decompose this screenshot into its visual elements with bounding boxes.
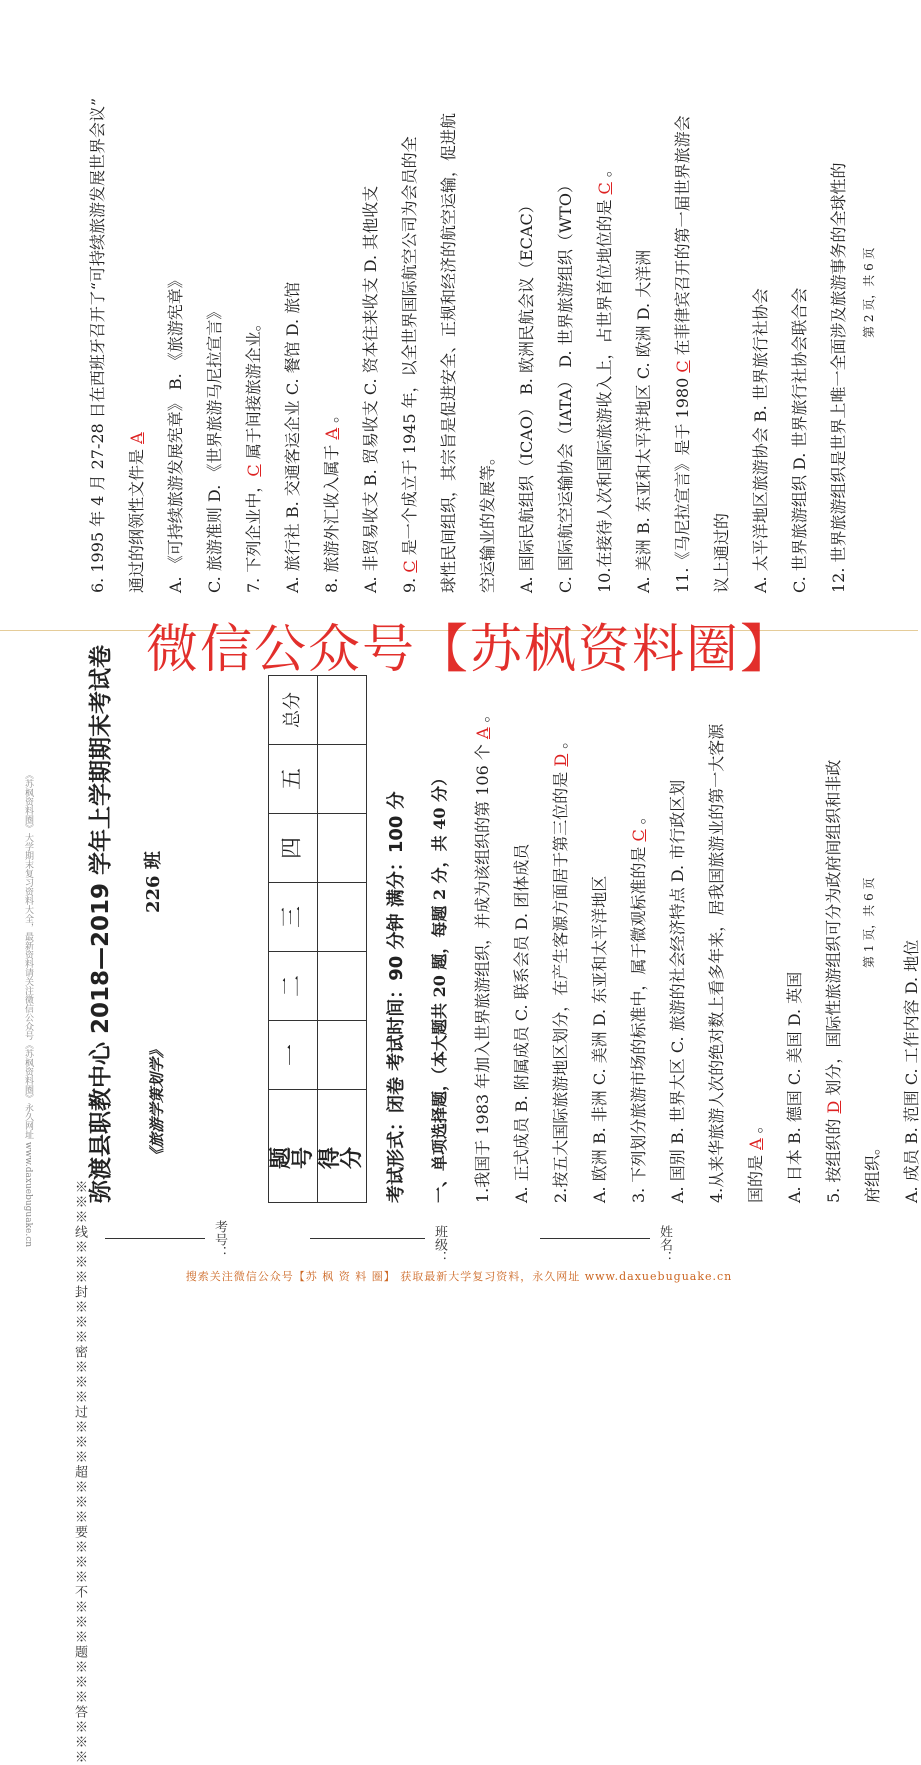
question-tail: 在菲律宾召开的第一届世界旅游会 xyxy=(673,115,692,361)
question-text: 10.在接待人次和国际旅游收入上，占世界首位地位的是 xyxy=(595,194,614,593)
question-text: C. 旅游准则 D. 《世界旅游马尼拉宣言》 xyxy=(205,303,224,593)
question-text: 6. 1995 年 4 月 27-28 日在西班牙召开了“可持续旅游发展世界会议” xyxy=(88,97,107,593)
question-line xyxy=(787,972,803,1203)
exam-class: 226 班 xyxy=(143,851,164,913)
page-1-footer: 第 1 页，共 6 页 xyxy=(862,877,876,968)
question-line xyxy=(90,98,106,593)
question-text: 通过的纲领性文件是 xyxy=(127,443,146,593)
score-cell: 四 xyxy=(269,814,318,883)
exam-number-line xyxy=(105,1238,205,1239)
score-cell: 三 xyxy=(269,883,318,952)
score-cell xyxy=(318,814,367,883)
score-cell: 一 xyxy=(269,1021,318,1090)
question-text: A. 《可持续旅游发展宪章》 B. 《旅游宪章》 xyxy=(166,272,185,593)
question-line xyxy=(324,407,340,593)
question-line xyxy=(597,161,613,593)
question-tail: 是一个成立于 1945 年，以全世界国际航空公司为会员的全 xyxy=(400,136,419,561)
question-line xyxy=(792,288,808,593)
question-line xyxy=(402,136,418,593)
question-line xyxy=(246,315,262,593)
question-line xyxy=(748,1117,764,1203)
score-table-score-row xyxy=(318,676,367,1203)
question-line xyxy=(865,1139,881,1203)
question-line xyxy=(675,115,691,593)
question-line xyxy=(441,113,457,593)
question-text: 12. 世界旅游组织是世界上唯一全面涉及旅游事务的全球性的 xyxy=(829,162,848,593)
question-tail: 。 xyxy=(473,706,492,728)
exam-meta: 考试形式：闭卷 考试时间：90 分钟 满分：100 分 xyxy=(386,791,407,1203)
question-text: A. 欧洲 B. 非洲 C. 美洲 D. 东亚和太平洋地区 xyxy=(590,875,609,1203)
class-line xyxy=(310,1238,425,1239)
exam-title: 弥渡县职教中心 2018—2019 学年上学期期末考试卷 xyxy=(88,644,114,1203)
question-text: 2.按五大国际旅游地区划分，在产生客源方面居于第三位的是 xyxy=(551,766,570,1203)
seal-line-text: ※※※线※※※封※※※密※※※过※※※超※※※要※※※不※※※题※※※答※※※ xyxy=(72,1180,87,1765)
score-table xyxy=(268,675,367,1203)
question-tail: 。 xyxy=(551,732,570,754)
question-line xyxy=(553,733,569,1203)
name-line xyxy=(540,1238,650,1239)
bottom-advert: 搜索关注微信公众号【苏 枫 资 料 圈】 获取最新大学复习资料，永久网址 www.daxuebuguake.cn xyxy=(185,1270,733,1283)
question-line xyxy=(714,513,730,593)
question-text: 议上通过的 xyxy=(712,512,731,593)
question-line xyxy=(168,272,184,593)
score-cell: 题 号 xyxy=(269,1090,318,1203)
score-cell: 五 xyxy=(269,745,318,814)
score-cell xyxy=(318,676,367,745)
question-text: 1.我国于 1983 年加入世界旅游组织，并成为该组织的第 106 个 xyxy=(473,739,492,1203)
question-text: A. 太平洋地区旅游协会 B. 世界旅行社协会 xyxy=(751,288,770,593)
question-text: A. 非贸易收支 B. 贸易收支 C. 资本往来收支 D. 其他收支 xyxy=(361,185,380,593)
question-text: A. 日本 B. 德国 C. 美国 D. 英国 xyxy=(785,971,804,1203)
score-table-header-row xyxy=(269,676,318,1203)
question-text: 11.《马尼拉宣言》是于 1980 xyxy=(673,372,692,593)
question-tail: 划分，国际性旅游组织可分为政府间组织和非政 xyxy=(824,759,843,1101)
question-text: 7. 下列企业中， xyxy=(244,476,263,593)
question-line xyxy=(831,162,847,593)
question-text: C. 世界旅游组织 D. 世界旅行社协会联合会 xyxy=(790,287,809,593)
question-tail: 。 xyxy=(629,808,648,830)
side-notice: 《苏枫资料圈》大学期末复习资料大全，最新资料请关注微信公众号《苏枫资料圈》永久网址 www.daxuebuguake.cn xyxy=(23,770,33,1248)
answer-mark: C xyxy=(595,182,614,195)
question-text: A. 国别 B. 世界大区 C. 旅游的社会经济特点 D. 市行政区划 xyxy=(668,779,687,1203)
exam-subject: 《旅游学策划学》 xyxy=(148,1042,166,1163)
question-tail: 。 xyxy=(322,406,341,428)
score-cell: 得 分 xyxy=(318,1090,367,1203)
question-line xyxy=(363,186,379,593)
question-line xyxy=(592,876,608,1203)
question-text: 府组织。 xyxy=(863,1138,882,1203)
answer-mark: D xyxy=(551,753,570,767)
answer-mark: C xyxy=(629,829,648,842)
question-text: 空运输业的发展等。 xyxy=(478,448,497,593)
question-text: A. 美洲 B. 东亚和太平洋地区 C. 欧洲 D. 大洋洲 xyxy=(634,249,653,593)
class-label: 班级： xyxy=(432,1225,447,1264)
question-line xyxy=(753,288,769,593)
question-line xyxy=(631,808,647,1203)
question-line xyxy=(558,177,574,593)
answer-mark: D xyxy=(824,1100,843,1114)
answer-mark: A xyxy=(127,432,146,444)
question-text: A. 成员 B. 范围 C. 工作内容 D. 地位 xyxy=(902,939,921,1203)
score-cell xyxy=(318,745,367,814)
question-text: A. 旅行社 B. 交通客运企业 C. 餐馆 D. 旅馆 xyxy=(283,281,302,593)
section-heading: 一、单项选择题，（本大题共 20 题，每题 2 分，共 40 分） xyxy=(430,769,449,1203)
exam-number-label: 考号： xyxy=(212,1220,227,1259)
question-text: 8. 旅游外汇收入属于 xyxy=(322,439,341,593)
question-tail: 。 xyxy=(746,1117,765,1139)
answer-mark: A xyxy=(473,727,492,740)
answer-mark: C xyxy=(673,360,692,373)
question-text: 3. 下列划分旅游市场的标准中，属于微观标准的是 xyxy=(629,841,648,1203)
page-2-footer: 第 2 页，共 6 页 xyxy=(862,247,876,338)
question-line xyxy=(480,449,496,593)
question-text: A. 国际民航组织（ICAO） B. 欧洲民航会议（ECAC） xyxy=(517,197,536,593)
question-tail: 属于间接旅游企业。 xyxy=(244,315,263,465)
question-text: 国的是 xyxy=(746,1149,765,1203)
question-line xyxy=(475,706,491,1203)
question-line xyxy=(129,432,145,593)
question-line xyxy=(519,197,535,593)
score-cell xyxy=(318,1021,367,1090)
question-text: 4.从来华旅游人次的绝对数上看多年来，居我国旅游业的第一大客源 xyxy=(707,723,726,1203)
question-text: A. 正式成员 B. 附属成员 C. 联系会员 D. 团体成员 xyxy=(512,843,531,1203)
watermark: 微信公众号【苏枫资料圈】 xyxy=(145,620,794,680)
question-text: 9. xyxy=(400,572,419,593)
name-label: 姓名： xyxy=(657,1225,672,1264)
answer-mark: C xyxy=(400,560,419,573)
question-line xyxy=(904,940,920,1203)
question-line xyxy=(285,282,301,593)
answer-mark: A xyxy=(322,427,341,440)
score-cell: 二 xyxy=(269,952,318,1021)
score-cell xyxy=(318,952,367,1021)
question-tail: 。 xyxy=(595,161,614,183)
question-text: C. 国际航空运输协会（IATA） D. 世界旅游组织（WTO） xyxy=(556,177,575,593)
answer-mark: C xyxy=(244,464,263,477)
question-line xyxy=(514,844,530,1203)
answer-mark: A xyxy=(746,1138,765,1150)
question-line xyxy=(826,760,842,1203)
score-cell xyxy=(318,883,367,952)
question-text: 5. 按组织的 xyxy=(824,1113,843,1203)
question-line xyxy=(670,780,686,1203)
question-line xyxy=(709,724,725,1203)
question-text: 球性民间组织，其宗旨是促进安全、正规和经济的航空运输，促进航 xyxy=(439,112,458,593)
question-line xyxy=(636,250,652,593)
question-line xyxy=(207,304,223,593)
score-cell: 总分 xyxy=(269,676,318,745)
